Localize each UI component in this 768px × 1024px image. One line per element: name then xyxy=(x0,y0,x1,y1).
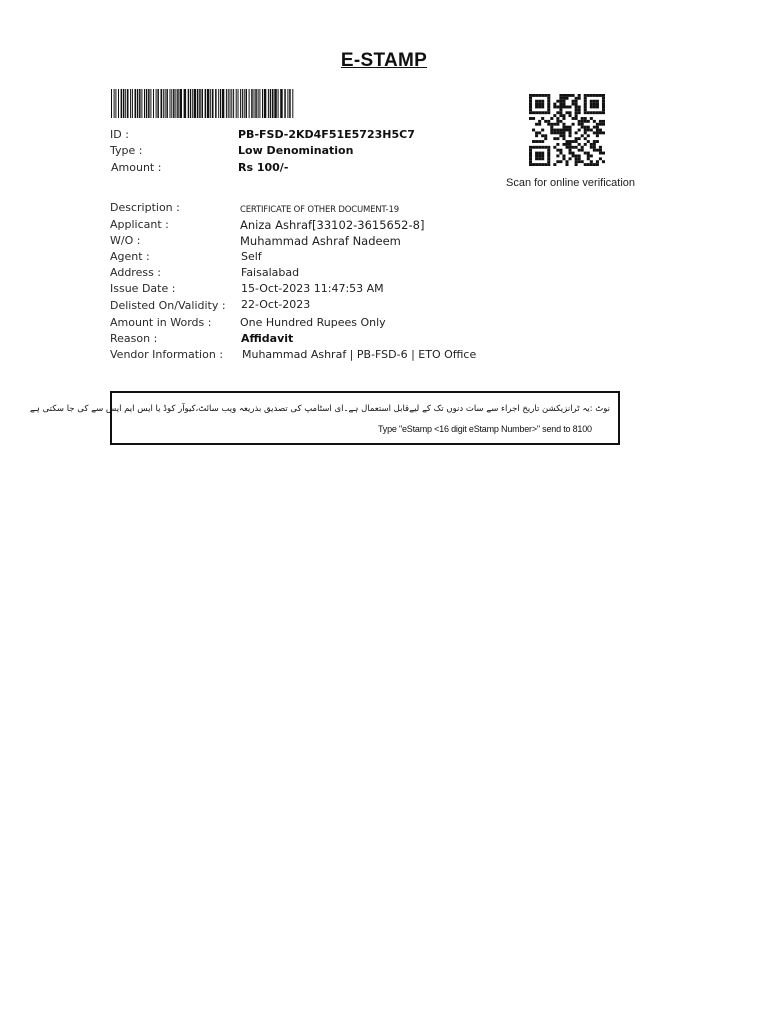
agent-label: Agent : xyxy=(110,250,150,263)
type-label: Type : xyxy=(110,144,143,157)
vendor-value: Muhammad Ashraf | PB-FSD-6 | ETO Office xyxy=(242,348,477,361)
reason-value: Affidavit xyxy=(241,332,294,345)
qr-code-image xyxy=(529,94,605,166)
description-label: Description : xyxy=(110,201,180,214)
reason-label: Reason : xyxy=(110,332,158,345)
issue-date-value: 15-Oct-2023 11:47:53 AM xyxy=(241,282,384,295)
amount-words-value: One Hundred Rupees Only xyxy=(240,316,386,329)
amount-words-label: Amount in Words : xyxy=(110,316,212,329)
address-label: Address : xyxy=(110,266,162,279)
wo-label: W/O : xyxy=(110,234,141,247)
amount-value: Rs 100/- xyxy=(238,161,289,174)
agent-value: Self xyxy=(241,250,262,263)
wo-value: Muhammad Ashraf Nadeem xyxy=(240,234,401,248)
vendor-label: Vendor Information : xyxy=(110,348,224,361)
type-value: Low Denomination xyxy=(238,144,354,157)
note-box xyxy=(29,391,620,445)
page-title: E-STAMP xyxy=(340,50,428,71)
note-sms-instruction: Type "eStamp <16 digit eStamp Number>" send to 8100 xyxy=(378,424,592,434)
validity-label: Delisted On/Validity : xyxy=(110,299,226,312)
issue-date-label: Issue Date : xyxy=(110,282,176,295)
amount-label: Amount : xyxy=(111,161,162,174)
applicant-label: Applicant : xyxy=(110,218,169,231)
id-label: ID : xyxy=(110,128,129,141)
note-urdu-text: نوٹ :یہ ٹرانزیکشن تاریخ اجراء سے سات دنوں تک کے لیےقابل استعمال ہے۔ای اسٹامپ کی تصدیق بذریعہ ویب سائٹ،کیوآر کوڈ یا ایس ایم ایس سے کی جا سکتی ہے xyxy=(29,404,610,414)
applicant-value: Aniza Ashraf[33102-3615652-8] xyxy=(240,218,425,232)
barcode-image xyxy=(111,89,294,118)
id-value: PB-FSD-2KD4F51E5723H5C7 xyxy=(238,128,415,141)
address-value: Faisalabad xyxy=(241,266,300,279)
description-value: CERTIFICATE OF OTHER DOCUMENT-19 xyxy=(240,205,399,215)
scan-verification-text: Scan for online verification xyxy=(506,177,636,189)
validity-value: 22-Oct-2023 xyxy=(241,298,311,311)
